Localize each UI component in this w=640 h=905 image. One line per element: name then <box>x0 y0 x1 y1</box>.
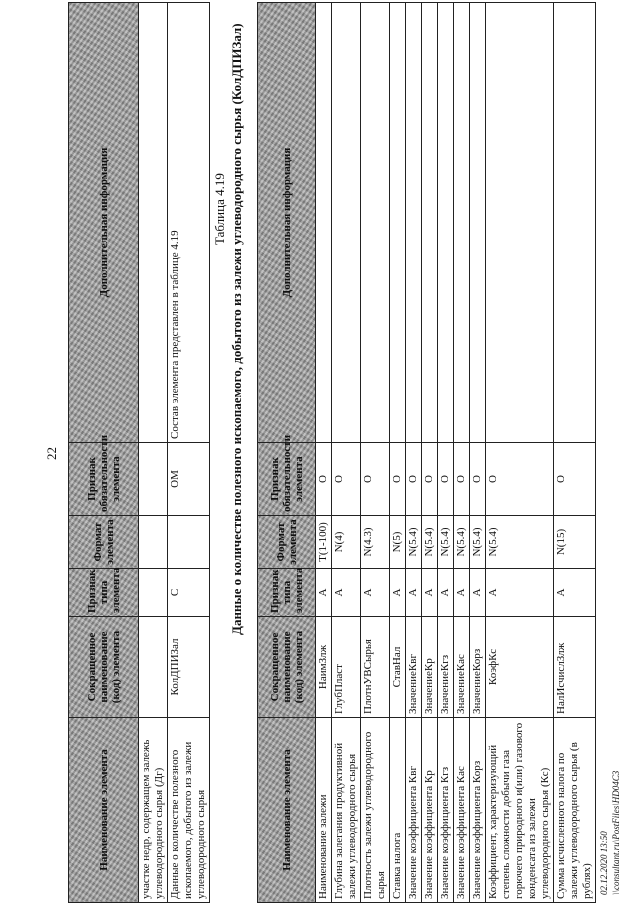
cell-format: N(5.4) <box>454 516 470 569</box>
print-stamp <box>598 771 622 895</box>
cell-name: Значение коэффициента Кас <box>454 718 470 903</box>
cell-info <box>454 3 470 443</box>
header-required: Признак обязательности элемента <box>69 443 139 516</box>
cell-required <box>139 443 168 516</box>
cell-format: T(1-100) <box>316 516 332 569</box>
cell-name: Значение коэффициента Кгз <box>438 718 454 903</box>
cell-code: ЗначениеКвг <box>406 617 422 718</box>
header-format: Формат элемента <box>69 516 139 569</box>
cell-format: N(5.4) <box>438 516 454 569</box>
cell-required: О <box>316 443 332 516</box>
table-row <box>316 3 332 903</box>
cell-type: А <box>422 569 438 617</box>
header-format: Формат элемента <box>258 516 316 569</box>
header-code: Сокращенное наименование (код) элемента <box>258 617 316 718</box>
cell-required: О <box>422 443 438 516</box>
cell-name: Сумма исчисленного налога по залежи углеводородного сырья (в рублях) <box>554 718 596 903</box>
cell-type <box>139 569 168 617</box>
cell-type: А <box>470 569 486 617</box>
cell-name: Наименование залежи <box>316 718 332 903</box>
header-info: Дополнительная информация <box>69 3 139 443</box>
table-row <box>554 3 596 903</box>
table-row <box>390 3 406 903</box>
cell-format: N(4) <box>332 516 361 569</box>
cell-info <box>316 3 332 443</box>
cell-code: ПлотнУВСырья <box>361 617 390 718</box>
cell-format: N(5.4) <box>470 516 486 569</box>
cell-format <box>168 516 210 569</box>
table-row <box>406 3 422 903</box>
cell-required: О <box>332 443 361 516</box>
table-row <box>470 3 486 903</box>
cell-format: N(15) <box>554 516 596 569</box>
cell-code: ГлубПласт <box>332 617 361 718</box>
table-row <box>486 3 554 903</box>
cell-type: А <box>406 569 422 617</box>
cell-type: А <box>332 569 361 617</box>
cell-info <box>438 3 454 443</box>
cell-required: О <box>438 443 454 516</box>
cell-name: Значение коэффициента Кр <box>422 718 438 903</box>
cell-code: ЗначениеКас <box>454 617 470 718</box>
stamp-path: \\consultant.ru\PostFiles\HD04C3 <box>611 770 621 895</box>
cell-info <box>332 3 361 443</box>
header-required: Признак обязательности элемента <box>258 443 316 516</box>
cell-code: КолДПИЗал <box>168 617 210 718</box>
cell-info <box>139 3 168 443</box>
header-name: Наименование элемента <box>258 718 316 903</box>
cell-type: С <box>168 569 210 617</box>
cell-format: N(5.4) <box>422 516 438 569</box>
cell-format: N(5.4) <box>406 516 422 569</box>
cell-info <box>486 3 554 443</box>
cell-code: СтавНал <box>390 617 406 718</box>
table-row <box>454 3 470 903</box>
cell-format: N(5) <box>390 516 406 569</box>
page-number: 22 <box>44 447 59 460</box>
cell-type: А <box>486 569 554 617</box>
header-type: Признак типа элемента <box>258 569 316 617</box>
cell-code: НалИсчислЗлж <box>554 617 596 718</box>
cell-format <box>139 516 168 569</box>
cell-name: Ставка налога <box>390 718 406 903</box>
cell-info <box>406 3 422 443</box>
cell-code: КоэфКс <box>486 617 554 718</box>
cell-name: участке недр, содержащем залежь углеводородного сырья (Дг) <box>139 718 168 903</box>
cell-code <box>139 617 168 718</box>
cell-required: ОМ <box>168 443 210 516</box>
table-label: Таблица 4.19 <box>212 173 227 245</box>
cell-info <box>361 3 390 443</box>
cell-type: А <box>438 569 454 617</box>
cell-format: N(5.4) <box>486 516 554 569</box>
cell-name: Значение коэффициента Корз <box>470 718 486 903</box>
cell-type: А <box>361 569 390 617</box>
cell-required: О <box>406 443 422 516</box>
table-continued <box>68 2 210 903</box>
header-type: Признак типа элемента <box>69 569 139 617</box>
table-row <box>422 3 438 903</box>
header-info: Дополнительная информация <box>258 3 316 443</box>
table-row <box>168 3 210 903</box>
cell-required: О <box>390 443 406 516</box>
table-caption: Данные о количестве полезного ископаемого, добытого из залежи углеводородного сырья (КолДПИЗал) <box>229 23 244 635</box>
cell-info <box>390 3 406 443</box>
cell-info <box>554 3 596 443</box>
cell-code: ЗначениеКр <box>422 617 438 718</box>
cell-required: О <box>486 443 554 516</box>
cell-required: О <box>454 443 470 516</box>
cell-type: А <box>454 569 470 617</box>
header-name: Наименование элемента <box>69 718 139 903</box>
cell-format: N(4.3) <box>361 516 390 569</box>
cell-name: Глубина залегания продуктивной залежи углеводородного сырья <box>332 718 361 903</box>
cell-required: О <box>470 443 486 516</box>
cell-type: А <box>390 569 406 617</box>
cell-name: Данные о количестве полезного ископаемого, добытого из залежи углеводородного сырья <box>168 718 210 903</box>
cell-info: Состав элемента представлен в таблице 4.19 <box>168 3 210 443</box>
cell-code: ЗначениеКорз <box>470 617 486 718</box>
table-row <box>332 3 361 903</box>
table-row <box>438 3 454 903</box>
cell-code: ЗначениеКгз <box>438 617 454 718</box>
table-row <box>139 3 168 903</box>
cell-info <box>470 3 486 443</box>
cell-code: НаимЗлж <box>316 617 332 718</box>
stamp-date: 02.12.2020 13:50 <box>599 831 609 895</box>
cell-info <box>422 3 438 443</box>
cell-name: Плотность залежи углеводородного сырья <box>361 718 390 903</box>
table-row <box>361 3 390 903</box>
cell-type: А <box>316 569 332 617</box>
cell-name: Значение коэффициента Квг <box>406 718 422 903</box>
cell-required: О <box>361 443 390 516</box>
cell-type: А <box>554 569 596 617</box>
cell-name: Коэффициент, характеризующий степень сложности добычи газа горючего природного и(или) газового конденсата из залежи углеводородного сырья (Кс) <box>486 718 554 903</box>
table-4-19 <box>257 2 596 903</box>
header-code: Сокращенное наименование (код) элемента <box>69 617 139 718</box>
cell-required: О <box>554 443 596 516</box>
